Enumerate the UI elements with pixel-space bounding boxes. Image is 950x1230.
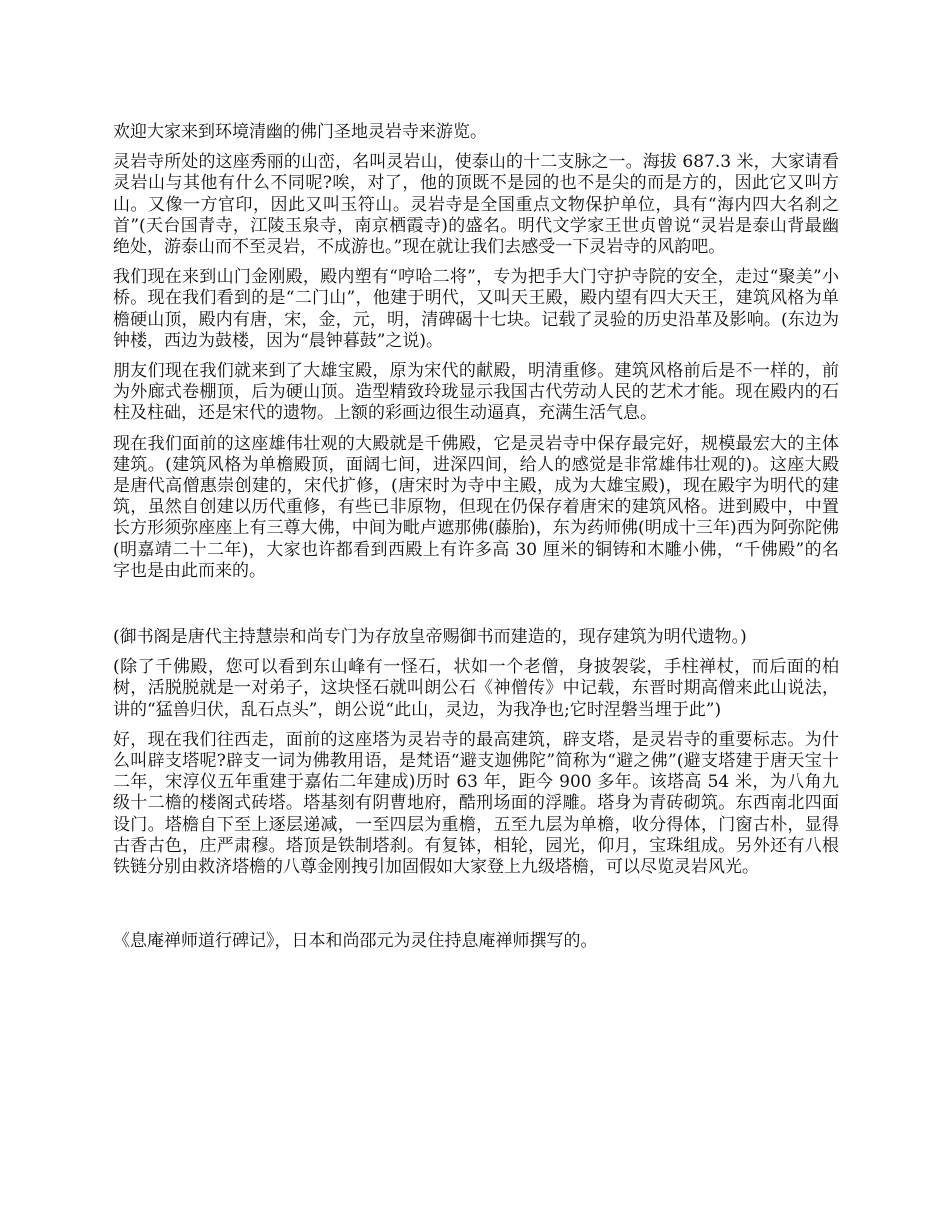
section-spacer	[113, 887, 839, 931]
paragraph-lingyan-mountain: 灵岩寺所处的这座秀丽的山峦，名叫灵岩山，使泰山的十二支脉之一。海拔 687.3 米，大家请看灵岩山与其他有什么不同呢?唉，对了，他的顶既不是园的也不是尖的而是方的，因此它又叫方山。又像一方官印，因此又叫玉符山。灵岩寺是全国重点文物保护单位，具有“海内四大名刹之首”(天台国青寺，江陵玉泉寺，南京栖霞寺)的盛名。明代文学家王世贞曾说“灵岩是泰山背最幽绝处，游泰山而不至灵岩，不成游也。”现在就让我们去感受一下灵岩寺的风韵吧。	[113, 152, 839, 258]
document-page	[113, 122, 839, 962]
paragraph-yushu-pavilion: (御书阁是唐代主持慧崇和尚专门为存放皇帝赐御书而建造的，现存建筑为明代遗物。)	[113, 627, 747, 648]
paragraph-mountain-gate: 我们现在来到山门金刚殿，殿内塑有“哼哈二将”，专为把手大门守护寺院的安全，走过“聚美”小桥。现在我们看到的是“二门山”，他建于明代，又叫天王殿，殿内望有四大天王，建筑风格为单檐硬山顶，殿内有唐，宋，金，元，明，清碑碣十七块。记载了灵验的历史沿革及影响。(东边为钟楼，西边为鼓楼，因为“晨钟暮鼓”之说)。	[113, 267, 839, 351]
paragraph-daxiong-hall: 朋友们现在我们就来到了大雄宝殿，原为宋代的献殿，明清重修。建筑风格前后是不一样的，前为外廊式卷棚顶，后为硬山顶。造型精致玲珑显示我国古代劳动人民的艺术才能。现在殿内的石柱及柱础，还是宋代的遗物。上额的彩画边很生动逼真，充满生活气息。	[113, 361, 839, 424]
section-spacer	[113, 591, 839, 627]
paragraph-welcome: 欢迎大家来到环境清幽的佛门圣地灵岩寺来游览。	[113, 122, 487, 142]
paragraph-stele-record: 《息庵禅师道行碑记》，日本和尚邵元为灵住持息庵禅师撰写的。	[113, 931, 598, 952]
paragraph-langgong-stone: (除了千佛殿，您可以看到东山峰有一怪石，状如一个老僧，身披袈裟，手柱禅杖，而后面的柏树，活脱脱就是一对弟子，这块怪石就叫朗公石《神僧传》中记载，东晋时期高僧来此山说法，讲的“猛兽归伏，乱石点头”，朗公说“此山，灵边，为我净也;它时涅磐当埋于此”)	[113, 657, 839, 720]
paragraph-qianfo-hall: 现在我们面前的这座雄伟壮观的大殿就是千佛殿，它是灵岩寺中保存最完好，规模最宏大的主体建筑。(建筑风格为单檐殿顶，面阔七间，进深四间，给人的感觉是非常雄伟壮观的)。这座大殿是唐代高僧惠崇创建的，宋代扩修，(唐宋时为寺中主殿，成为大雄宝殿)，现在殿宇为明代的建筑，虽然自创建以历代重修，有些已非原物，但现在仍保存着唐宋的建筑风格。进到殿中，中置长方形须弥座座上有三尊大佛，中间为毗卢遮那佛(藤胎)，东为药师佛(明成十三年)西为阿弥陀佛(明嘉靖二十二年)，大家也许都看到西殿上有许多高 30 厘米的铜铸和木雕小佛，“千佛殿”的名字也是由此而来的。	[113, 433, 839, 581]
paragraph-pizhi-pagoda: 好，现在我们往西走，面前的这座塔为灵岩寺的最高建筑，辟支塔，是灵岩寺的重要标志。为什么叫辟支塔呢?辟支一词为佛教用语，是梵语“避支迦佛陀”简称为“避之佛”(避支塔建于唐天宝十二年，宋淳仪五年重建于嘉佑二年建成)历时 63 年，距今 900 多年。该塔高 54 米，为八角九级十二檐的楼阁式砖塔。塔基刻有阴曹地府，酷刑场面的浮雕。塔身为青砖砌筑。东西南北四面设门。塔檐自下至上逐层递减，一至四层为重檐，五至九层为单檐，收分得体，门窗古朴，显得古香古色，庄严肃穆。塔顶是铁制塔刹。有复钵，相轮，园光，仰月，宝珠组成。另外还有八根铁链分别由救济塔檐的八尊金刚拽引加固假如大家登上九级塔檐，可以尽览灵岩风光。	[113, 729, 839, 878]
